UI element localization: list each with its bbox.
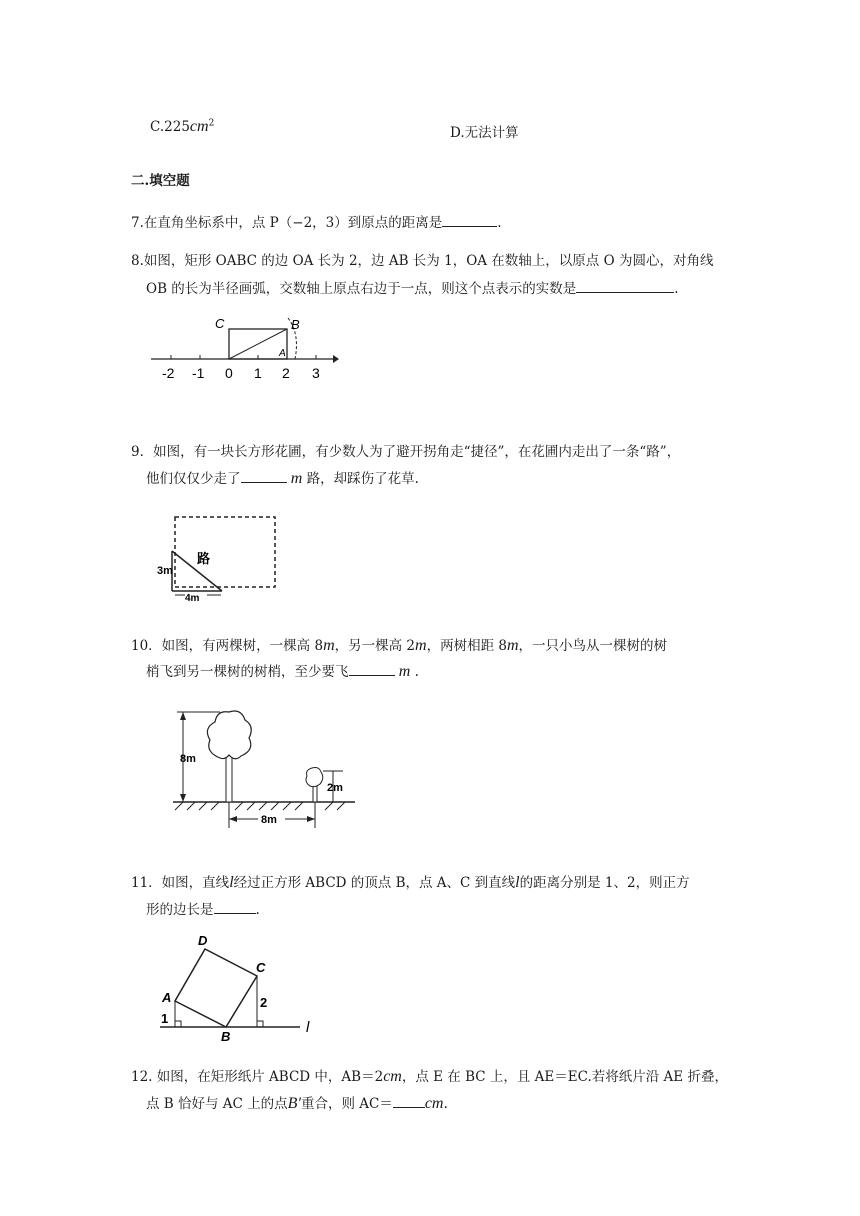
vertex-c-label: C [256,960,266,975]
question-10-line2: 梢飞到另一棵树的树梢，至少要飞 m . [146,663,419,680]
trees-figure [165,700,365,830]
question-12-line2: 点 B 恰好与 AC 上的点B′重合，则 AC＝ cm. [146,1095,448,1112]
vertex-a-label: A [162,990,172,1005]
option-d: D.无法计算 [450,125,519,141]
tall-tree-label: 8m [180,753,196,765]
square-figure [150,930,325,1042]
question-7: 7.在直角坐标系中，点 P（−2，3）到原点的距离是 . [131,215,502,231]
point-a-label: A [279,348,286,359]
vertex-b-label: B [221,1029,231,1042]
section-title: 二.填空题 [131,173,190,189]
tick-label: 0 [225,365,233,381]
tick-label: 3 [312,365,320,381]
tick-label: 1 [254,365,262,381]
tick-label: 2 [282,365,290,381]
question-9-line2: 他们仅仅少走了 m 路，却踩伤了花草. [146,470,419,487]
short-tree-label: 2m [327,782,343,794]
height-label: 3m [157,565,173,577]
question-11-line2: 形的边长是 . [146,902,260,918]
line-l-label: l [306,1019,310,1036]
question-10-line1: 10．如图，有两棵树，一棵高 8m，另一棵高 2m，两树相距 8m，一只小鸟从一棵树的树 [131,637,668,654]
road-label: 路 [197,551,211,566]
question-12-line1: 12. 如图，在矩形纸片 ABCD 中，AB＝2cm，点 E 在 BC 上，且 AE＝EC.若将纸片沿 AE 折叠， [131,1068,728,1085]
question-8-line2: OB 的长为半径画弧，交数轴上原点右边于一点，则这个点表示的实数是 . [146,281,679,297]
vertex-d-label: D [198,933,208,948]
option-c: $C.225cm^2$ [150,118,215,135]
question-9-line1: 9．如图，有一块长方形花圃，有少数人为了避开拐角走“捷径”，在花圃内走出了一条“路”， [131,444,681,460]
tick-label: -2 [162,365,175,381]
distance-a-label: 1 [161,1011,169,1026]
point-b-label: B [291,317,300,332]
point-c-label: C [215,316,225,331]
distance-c-label: 2 [260,995,268,1010]
tick-label: -1 [192,365,205,381]
width-label: 4m [185,593,200,602]
garden-figure [155,510,285,602]
distance-label: 8m [261,814,277,826]
question-11-line1: 11．如图，直线l经过正方形 ABCD 的顶点 B，点 A、C 到直线l的距离分别是 1、2，则正方 [131,874,690,891]
number-line-figure [145,312,345,384]
question-8-line1: 8.如图，矩形 OABC 的边 OA 长为 2，边 AB 长为 1，OA 在数轴上，以原点 O 为圆心，对角线 [131,253,714,269]
